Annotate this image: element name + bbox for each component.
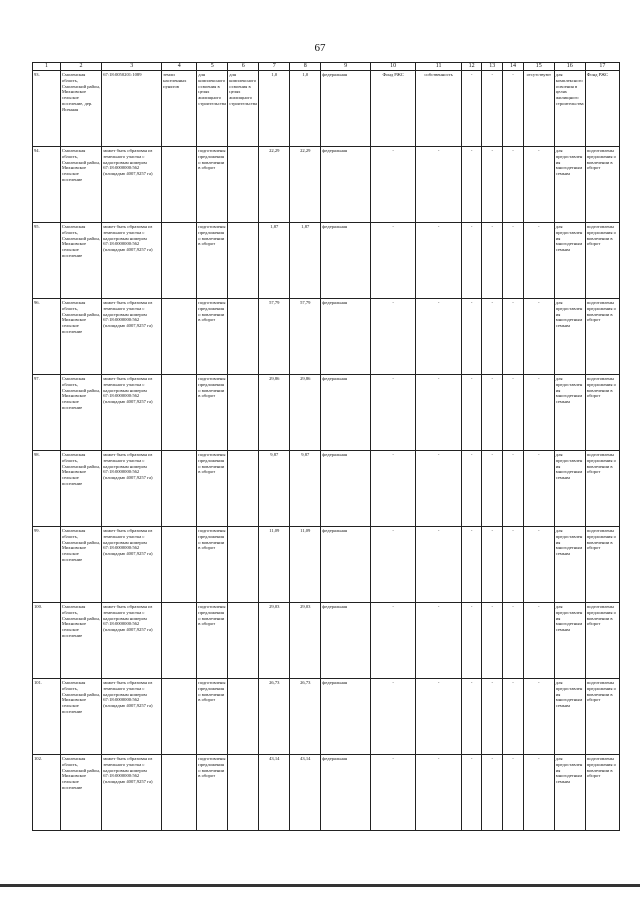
- column-header-15: 15: [523, 63, 554, 71]
- table-cell: может быть образован из земельного участка с кадастровым номером 67:18:0000000:562 (площадью 4007,9257 га): [102, 755, 162, 831]
- bottom-rule: [0, 884, 640, 887]
- table-cell: для комплексного освоения в целях жилищного строительства: [554, 71, 585, 147]
- table-cell: Смоленская область, Смоленский район, Михновское сельское поселение: [60, 223, 101, 299]
- table-cell: -: [416, 679, 461, 755]
- table-cell: Фонд РЖС: [370, 71, 415, 147]
- table-cell: [162, 147, 197, 223]
- table-cell: Смоленская область, Смоленский район, Михновское сельское поселение: [60, 299, 101, 375]
- table-cell: -: [503, 527, 524, 603]
- column-header-13: 13: [482, 63, 503, 71]
- table-cell: -: [461, 451, 482, 527]
- table-cell: 57,79: [290, 299, 321, 375]
- column-header-17: 17: [585, 63, 619, 71]
- table-cell: -: [523, 375, 554, 451]
- table-cell: -: [482, 71, 503, 147]
- table-cell: 26,73: [290, 679, 321, 755]
- table-cell: для предоставления многодетным семьям: [554, 603, 585, 679]
- table-cell: -: [523, 451, 554, 527]
- table-cell: [162, 603, 197, 679]
- table-cell: -: [503, 755, 524, 831]
- table-cell: для предоставления многодетным семьям: [554, 755, 585, 831]
- table-cell: 29,86: [259, 375, 290, 451]
- table-cell: -: [482, 223, 503, 299]
- table-cell: -: [461, 679, 482, 755]
- table-cell: Смоленская область, Смоленский район, Михновское сельское поселение: [60, 527, 101, 603]
- column-header-4: 4: [162, 63, 197, 71]
- table-cell: -: [523, 223, 554, 299]
- table-cell: 95.: [33, 223, 61, 299]
- table-cell: -: [416, 603, 461, 679]
- table-cell: [162, 527, 197, 603]
- table-cell: [228, 375, 259, 451]
- table-cell: подготовлены предложения о вовлечении в оборот: [197, 451, 228, 527]
- column-number-row: [33, 63, 620, 71]
- table-cell: 93.: [33, 71, 61, 147]
- table-cell: 9,87: [290, 451, 321, 527]
- page-number: 67: [314, 42, 326, 54]
- column-header-5: 5: [197, 63, 228, 71]
- table-cell: подготовлены предложения о вовлечении в оборот: [585, 375, 619, 451]
- table-cell: -: [370, 147, 415, 223]
- table-cell: 1,0: [290, 71, 321, 147]
- table-cell: 11,09: [290, 527, 321, 603]
- table-cell: -: [523, 527, 554, 603]
- column-header-14: 14: [503, 63, 524, 71]
- table-cell: -: [370, 527, 415, 603]
- table-cell: федеральная: [321, 299, 371, 375]
- table-cell: подготовлены предложения о вовлечении в оборот: [585, 679, 619, 755]
- table-cell: подготовлены предложения о вовлечении в оборот: [585, 603, 619, 679]
- table-cell: для предоставления многодетным семьям: [554, 375, 585, 451]
- table-cell: -: [416, 527, 461, 603]
- table-cell: [228, 299, 259, 375]
- table-cell: может быть образован из земельного участка с кадастровым номером 67:18:0000000:562 (площадью 4007,9257 га): [102, 147, 162, 223]
- table-cell: -: [482, 755, 503, 831]
- table-cell: 11,09: [259, 527, 290, 603]
- table-cell: 1,87: [259, 223, 290, 299]
- table-cell: федеральная: [321, 71, 371, 147]
- table-row: [33, 451, 620, 527]
- table-row: [33, 71, 620, 147]
- table-cell: [162, 223, 197, 299]
- table-cell: 1,87: [290, 223, 321, 299]
- table-cell: -: [503, 679, 524, 755]
- table-cell: 102.: [33, 755, 61, 831]
- column-header-7: 7: [259, 63, 290, 71]
- table-cell: федеральная: [321, 527, 371, 603]
- table-row: [33, 147, 620, 223]
- table-cell: -: [416, 147, 461, 223]
- table-cell: для предоставления многодетным семьям: [554, 223, 585, 299]
- table-cell: [162, 755, 197, 831]
- table-cell: -: [461, 375, 482, 451]
- table-cell: подготовлены предложения о вовлечении в оборот: [585, 451, 619, 527]
- table-cell: [162, 299, 197, 375]
- table-cell: -: [482, 147, 503, 223]
- table-cell: подготовлены предложения о вовлечении в оборот: [585, 755, 619, 831]
- table-cell: -: [461, 527, 482, 603]
- table-cell: для комплексного освоения в целях жилищного строительства: [197, 71, 228, 147]
- table-cell: может быть образован из земельного участка с кадастровым номером 67:18:0000000:562 (площадью 4007,9257 га): [102, 527, 162, 603]
- table-cell: -: [503, 375, 524, 451]
- table-row: [33, 527, 620, 603]
- table-cell: 29,86: [290, 375, 321, 451]
- table-cell: подготовлены предложения о вовлечении в оборот: [197, 375, 228, 451]
- table-cell: [162, 451, 197, 527]
- table-cell: 96.: [33, 299, 61, 375]
- table-cell: подготовлены предложения о вовлечении в оборот: [585, 223, 619, 299]
- table-cell: [228, 603, 259, 679]
- table-cell: для предоставления многодетным семьям: [554, 679, 585, 755]
- table-cell: -: [482, 527, 503, 603]
- table-cell: Смоленская область, Смоленский район, Михновское сельское поселение: [60, 375, 101, 451]
- table-cell: -: [503, 451, 524, 527]
- table-cell: 97.: [33, 375, 61, 451]
- table-cell: -: [523, 299, 554, 375]
- table-cell: -: [503, 147, 524, 223]
- table-cell: [228, 451, 259, 527]
- table-cell: -: [482, 451, 503, 527]
- table-cell: [228, 679, 259, 755]
- table-cell: может быть образован из земельного участка с кадастровым номером 67:18:0000000:562 (площадью 4007,9257 га): [102, 375, 162, 451]
- table-cell: подготовлены предложения о вовлечении в оборот: [585, 527, 619, 603]
- table-cell: [228, 147, 259, 223]
- table-cell: -: [482, 299, 503, 375]
- table-cell: может быть образован из земельного участка с кадастровым номером 67:18:0000000:562 (площадью 4007,9257 га): [102, 223, 162, 299]
- column-header-11: 11: [416, 63, 461, 71]
- table-cell: 99.: [33, 527, 61, 603]
- table-cell: подготовлены предложения о вовлечении в оборот: [197, 679, 228, 755]
- table-cell: 43,14: [259, 755, 290, 831]
- table-cell: -: [416, 375, 461, 451]
- table-cell: -: [416, 223, 461, 299]
- column-header-6: 6: [228, 63, 259, 71]
- table-cell: Фонд РЖС: [585, 71, 619, 147]
- table-cell: -: [503, 223, 524, 299]
- table-cell: подготовлены предложения о вовлечении в оборот: [197, 755, 228, 831]
- column-header-1: 1: [33, 63, 61, 71]
- table-cell: [162, 375, 197, 451]
- column-header-3: 3: [102, 63, 162, 71]
- column-header-9: 9: [321, 63, 371, 71]
- table-cell: может быть образован из земельного участка с кадастровым номером 67:18:0000000:562 (площадью 4007,9257 га): [102, 451, 162, 527]
- table-cell: подготовлены предложения о вовлечении в оборот: [197, 223, 228, 299]
- table-cell: -: [461, 223, 482, 299]
- table-cell: -: [503, 71, 524, 147]
- column-header-16: 16: [554, 63, 585, 71]
- table-cell: [162, 679, 197, 755]
- table-cell: 98.: [33, 451, 61, 527]
- table-body: [33, 71, 620, 831]
- table-cell: -: [503, 299, 524, 375]
- land-plots-table: [32, 62, 620, 831]
- table-cell: -: [461, 147, 482, 223]
- table-cell: 22,29: [290, 147, 321, 223]
- table-cell: -: [416, 451, 461, 527]
- table-cell: 9,87: [259, 451, 290, 527]
- table-cell: -: [503, 603, 524, 679]
- table-cell: для предоставления многодетным семьям: [554, 147, 585, 223]
- table-cell: Смоленская область, Смоленский район, Михновское сельское поселение: [60, 147, 101, 223]
- table-row: [33, 603, 620, 679]
- table-cell: -: [416, 755, 461, 831]
- table-cell: -: [482, 679, 503, 755]
- table-cell: собственность: [416, 71, 461, 147]
- table-cell: -: [523, 755, 554, 831]
- table-cell: -: [370, 223, 415, 299]
- table-cell: 94.: [33, 147, 61, 223]
- table-cell: 26,73: [259, 679, 290, 755]
- table-cell: 29,03: [259, 603, 290, 679]
- table-cell: может быть образован из земельного участка с кадастровым номером 67:18:0000000:562 (площадью 4007,9257 га): [102, 603, 162, 679]
- table-cell: подготовлены предложения о вовлечении в оборот: [197, 147, 228, 223]
- table-cell: -: [370, 603, 415, 679]
- table-cell: -: [461, 755, 482, 831]
- table-cell: Смоленская область, Смоленский район, Михновское сельское поселение: [60, 603, 101, 679]
- table-cell: подготовлены предложения о вовлечении в оборот: [585, 299, 619, 375]
- table-cell: -: [461, 299, 482, 375]
- table-cell: -: [523, 147, 554, 223]
- table-cell: Смоленская область, Смоленский район, Михновское сельское поселение: [60, 755, 101, 831]
- table-cell: может быть образован из земельного участка с кадастровым номером 67:18:0000000:562 (площадью 4007,9257 га): [102, 299, 162, 375]
- table-cell: 57,79: [259, 299, 290, 375]
- table-cell: федеральная: [321, 755, 371, 831]
- table-cell: -: [370, 755, 415, 831]
- table-cell: отсутствуют: [523, 71, 554, 147]
- table-cell: федеральная: [321, 375, 371, 451]
- table-cell: -: [370, 299, 415, 375]
- table-cell: подготовлены предложения о вовлечении в оборот: [585, 147, 619, 223]
- table-cell: 67:18:0050201:1089: [102, 71, 162, 147]
- table-cell: -: [370, 451, 415, 527]
- table-cell: Смоленская область, Смоленский район, Михновское сельское поселение: [60, 679, 101, 755]
- table-cell: федеральная: [321, 679, 371, 755]
- table-cell: подготовлены предложения о вовлечении в оборот: [197, 527, 228, 603]
- table-cell: -: [370, 679, 415, 755]
- table-cell: 22,29: [259, 147, 290, 223]
- table-cell: для предоставления многодетным семьям: [554, 527, 585, 603]
- table-row: [33, 375, 620, 451]
- table-cell: 29,03: [290, 603, 321, 679]
- table-cell: -: [461, 71, 482, 147]
- table-cell: для предоставления многодетным семьям: [554, 451, 585, 527]
- table-row: [33, 679, 620, 755]
- column-header-8: 8: [290, 63, 321, 71]
- table-cell: -: [523, 603, 554, 679]
- table-cell: может быть образован из земельного участка с кадастровым номером 67:18:0000000:562 (площадью 4007,9257 га): [102, 679, 162, 755]
- table-cell: 101.: [33, 679, 61, 755]
- table-cell: [228, 223, 259, 299]
- table-cell: федеральная: [321, 451, 371, 527]
- column-header-12: 12: [461, 63, 482, 71]
- table-cell: -: [482, 603, 503, 679]
- table-cell: 1,0: [259, 71, 290, 147]
- table-cell: федеральная: [321, 147, 371, 223]
- column-header-2: 2: [60, 63, 101, 71]
- table-cell: -: [416, 299, 461, 375]
- table-cell: -: [523, 679, 554, 755]
- table-row: [33, 223, 620, 299]
- table-row: [33, 299, 620, 375]
- table-cell: -: [370, 375, 415, 451]
- column-header-10: 10: [370, 63, 415, 71]
- table-cell: для комплексного освоения в целях жилищного строительства: [228, 71, 259, 147]
- table-cell: [228, 527, 259, 603]
- table-cell: [228, 755, 259, 831]
- table-cell: для предоставления многодетным семьям: [554, 299, 585, 375]
- table-row: [33, 755, 620, 831]
- table-cell: федеральная: [321, 223, 371, 299]
- table-cell: подготовлены предложения о вовлечении в оборот: [197, 299, 228, 375]
- table-cell: подготовлены предложения о вовлечении в оборот: [197, 603, 228, 679]
- table-cell: Смоленская область, Смоленский район, Михновское сельское поселение: [60, 451, 101, 527]
- table-cell: 100.: [33, 603, 61, 679]
- table-cell: -: [482, 375, 503, 451]
- table-cell: федеральная: [321, 603, 371, 679]
- table-cell: 43,14: [290, 755, 321, 831]
- table-cell: земли населенных пунктов: [162, 71, 197, 147]
- table-cell: -: [461, 603, 482, 679]
- table-cell: Смоленская область, Смоленский район, Михновское сельское поселение, дер. Ясенная: [60, 71, 101, 147]
